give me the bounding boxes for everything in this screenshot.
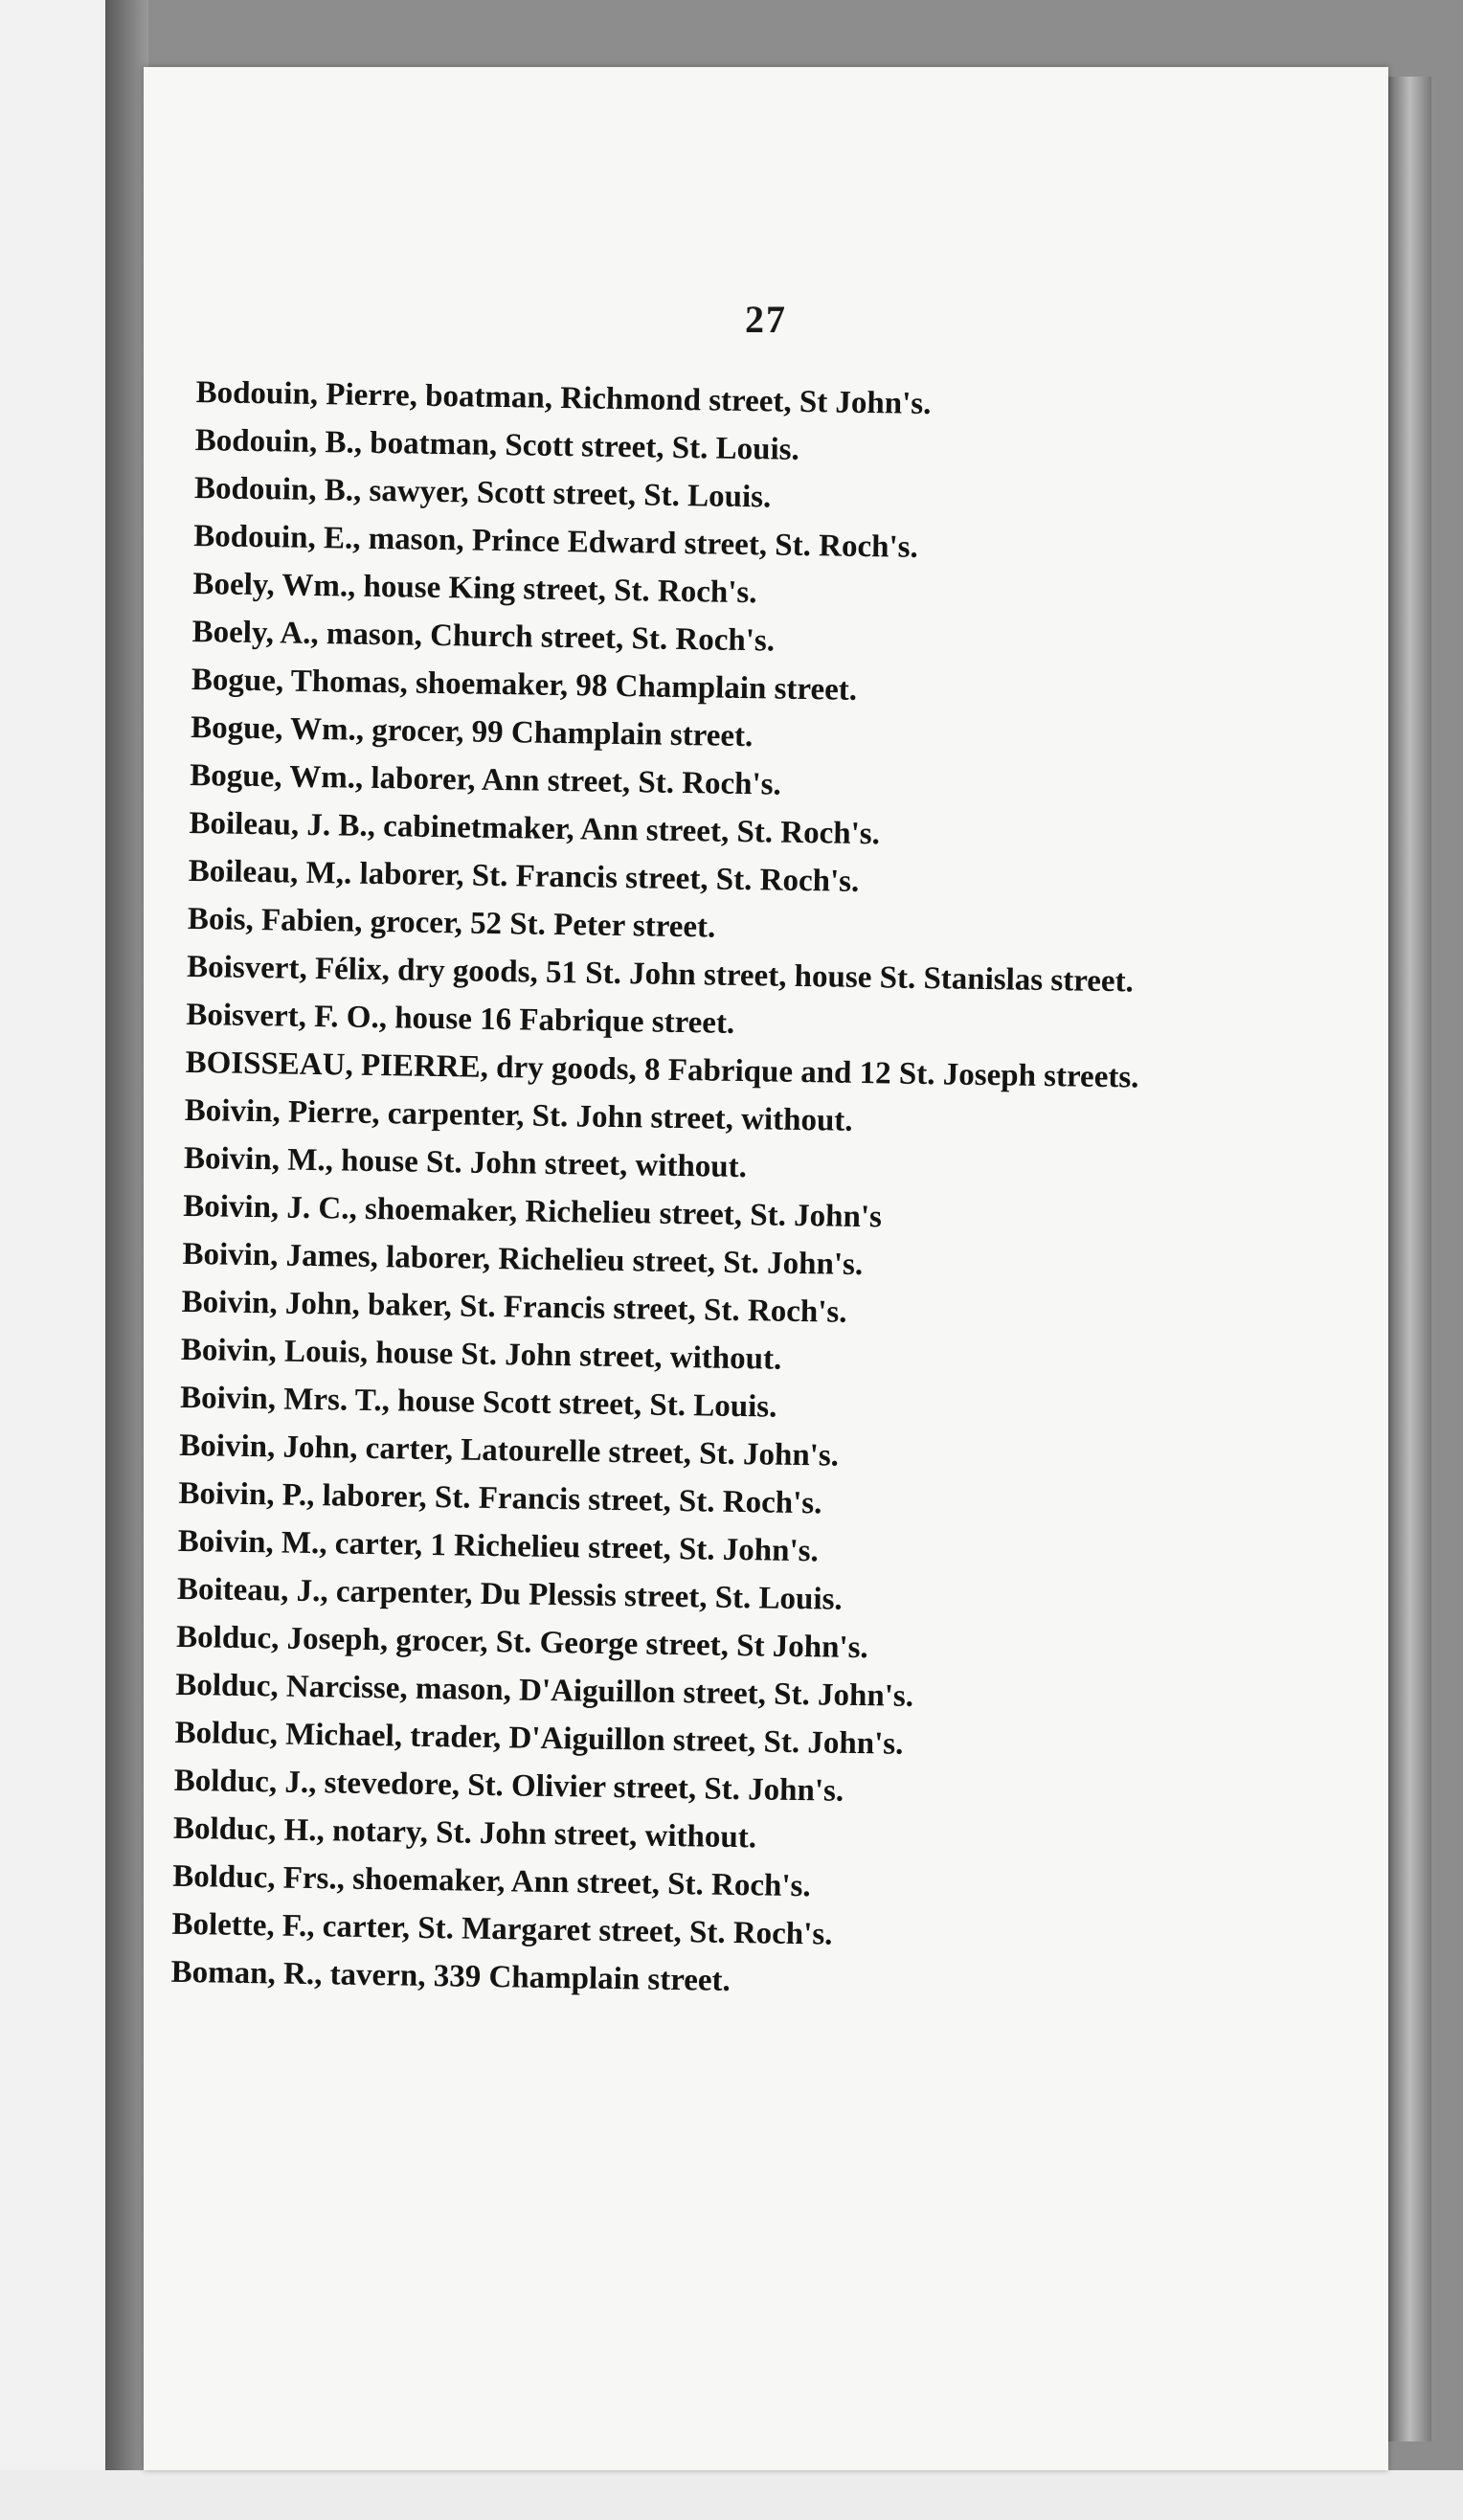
directory-entry: Boiteau, J., carpenter, Du Plessis street, St. Louis. [176, 1571, 843, 1617]
directory-entry: Bogue, Thomas, shoemaker, 98 Champlain street. [191, 662, 858, 708]
directory-entry: Boivin, M., carter, 1 Richelieu street, St. John's. [177, 1523, 820, 1569]
directory-entry: Boileau, M,. laborer, St. Francis street, St. Roch's. [188, 853, 860, 899]
page-edge [1388, 77, 1431, 2441]
directory-entry: Bogue, Wm., laborer, Ann street, St. Roch's. [190, 757, 782, 802]
directory-entry: Bodouin, Pierre, boatman, Richmond street, St John's. [195, 374, 932, 422]
directory-entry: Boely, Wm., house King street, St. Roch's. [192, 566, 757, 611]
directory-entries [170, 369, 1317, 2014]
directory-entry: Bodouin, E., mason, Prince Edward street, St. Roch's. [192, 518, 919, 565]
directory-entry: Boivin, Pierre, carpenter, St. John street, without. [184, 1092, 853, 1138]
directory-entry: Boely, A., mason, Church street, St. Roch's. [191, 614, 776, 659]
directory-entry: Bodouin, B., sawyer, Scott street, St. Louis. [193, 470, 772, 515]
directory-entry: Boileau, J. B., cabinetmaker, Ann street, St. Roch's. [189, 805, 881, 852]
directory-entry: Bolduc, Joseph, grocer, St. George street, St John's. [175, 1619, 869, 1666]
directory-entry: Boivin, M., house St. John street, without. [183, 1140, 748, 1185]
directory-entry: Bois, Fabien, grocer, 52 St. Peter street. [187, 901, 716, 945]
directory-entry: Bolduc, Frs., shoemaker, Ann street, St. Roch's. [171, 1858, 811, 1904]
page-number: 27 [745, 298, 787, 341]
directory-entry: BOISSEAU, PIERRE, dry goods, 8 Fabrique and 12 St. Joseph streets. [185, 1045, 1139, 1095]
scan-bottom-margin [0, 2470, 1463, 2520]
directory-entry: Bolduc, J., stevedore, St. Olivier street, St. John's. [173, 1763, 844, 1809]
directory-entry: Boivin, John, baker, St. Francis street, St. Roch's. [181, 1284, 847, 1330]
directory-entry: Bogue, Wm., grocer, 99 Champlain street. [190, 709, 754, 754]
directory-entry: Bolette, F., carter, St. Margaret street, St. Roch's. [171, 1906, 833, 1952]
directory-entry: Boisvert, Félix, dry goods, 51 St. John street, house St. Stanislas street. [186, 949, 1135, 1000]
directory-page [144, 67, 1388, 2470]
directory-entry: Boivin, P., laborer, St. Francis street, St. Roch's. [178, 1475, 822, 1521]
directory-entry: Boivin, J. C., shoemaker, Richelieu street, St. John's [182, 1188, 883, 1235]
directory-entry: Boivin, John, carter, Latourelle street, St. John's. [179, 1428, 840, 1474]
directory-entry: Boman, R., tavern, 339 Champlain street. [170, 1954, 732, 1998]
directory-entry: Bolduc, Narcisse, mason, D'Aiguillon street, St. John's. [175, 1667, 914, 1714]
directory-entry: Boivin, Mrs. T., house Scott street, St. Louis. [179, 1380, 777, 1425]
directory-entry: Boivin, James, laborer, Richelieu street, St. John's. [182, 1236, 864, 1283]
directory-entry: Boivin, Louis, house St. John street, without. [180, 1332, 782, 1377]
directory-entry: Boisvert, F. O., house 16 Fabrique street. [186, 997, 735, 1041]
directory-entry: Bodouin, B., boatman, Scott street, St. Louis. [194, 422, 800, 467]
directory-entry: Bolduc, H., notary, St. John street, without. [172, 1811, 757, 1856]
book-gutter-shadow [105, 0, 148, 2520]
directory-entry: Bolduc, Michael, trader, D'Aiguillon street, St. John's. [174, 1715, 904, 1762]
adjacent-page-margin [0, 0, 105, 2520]
